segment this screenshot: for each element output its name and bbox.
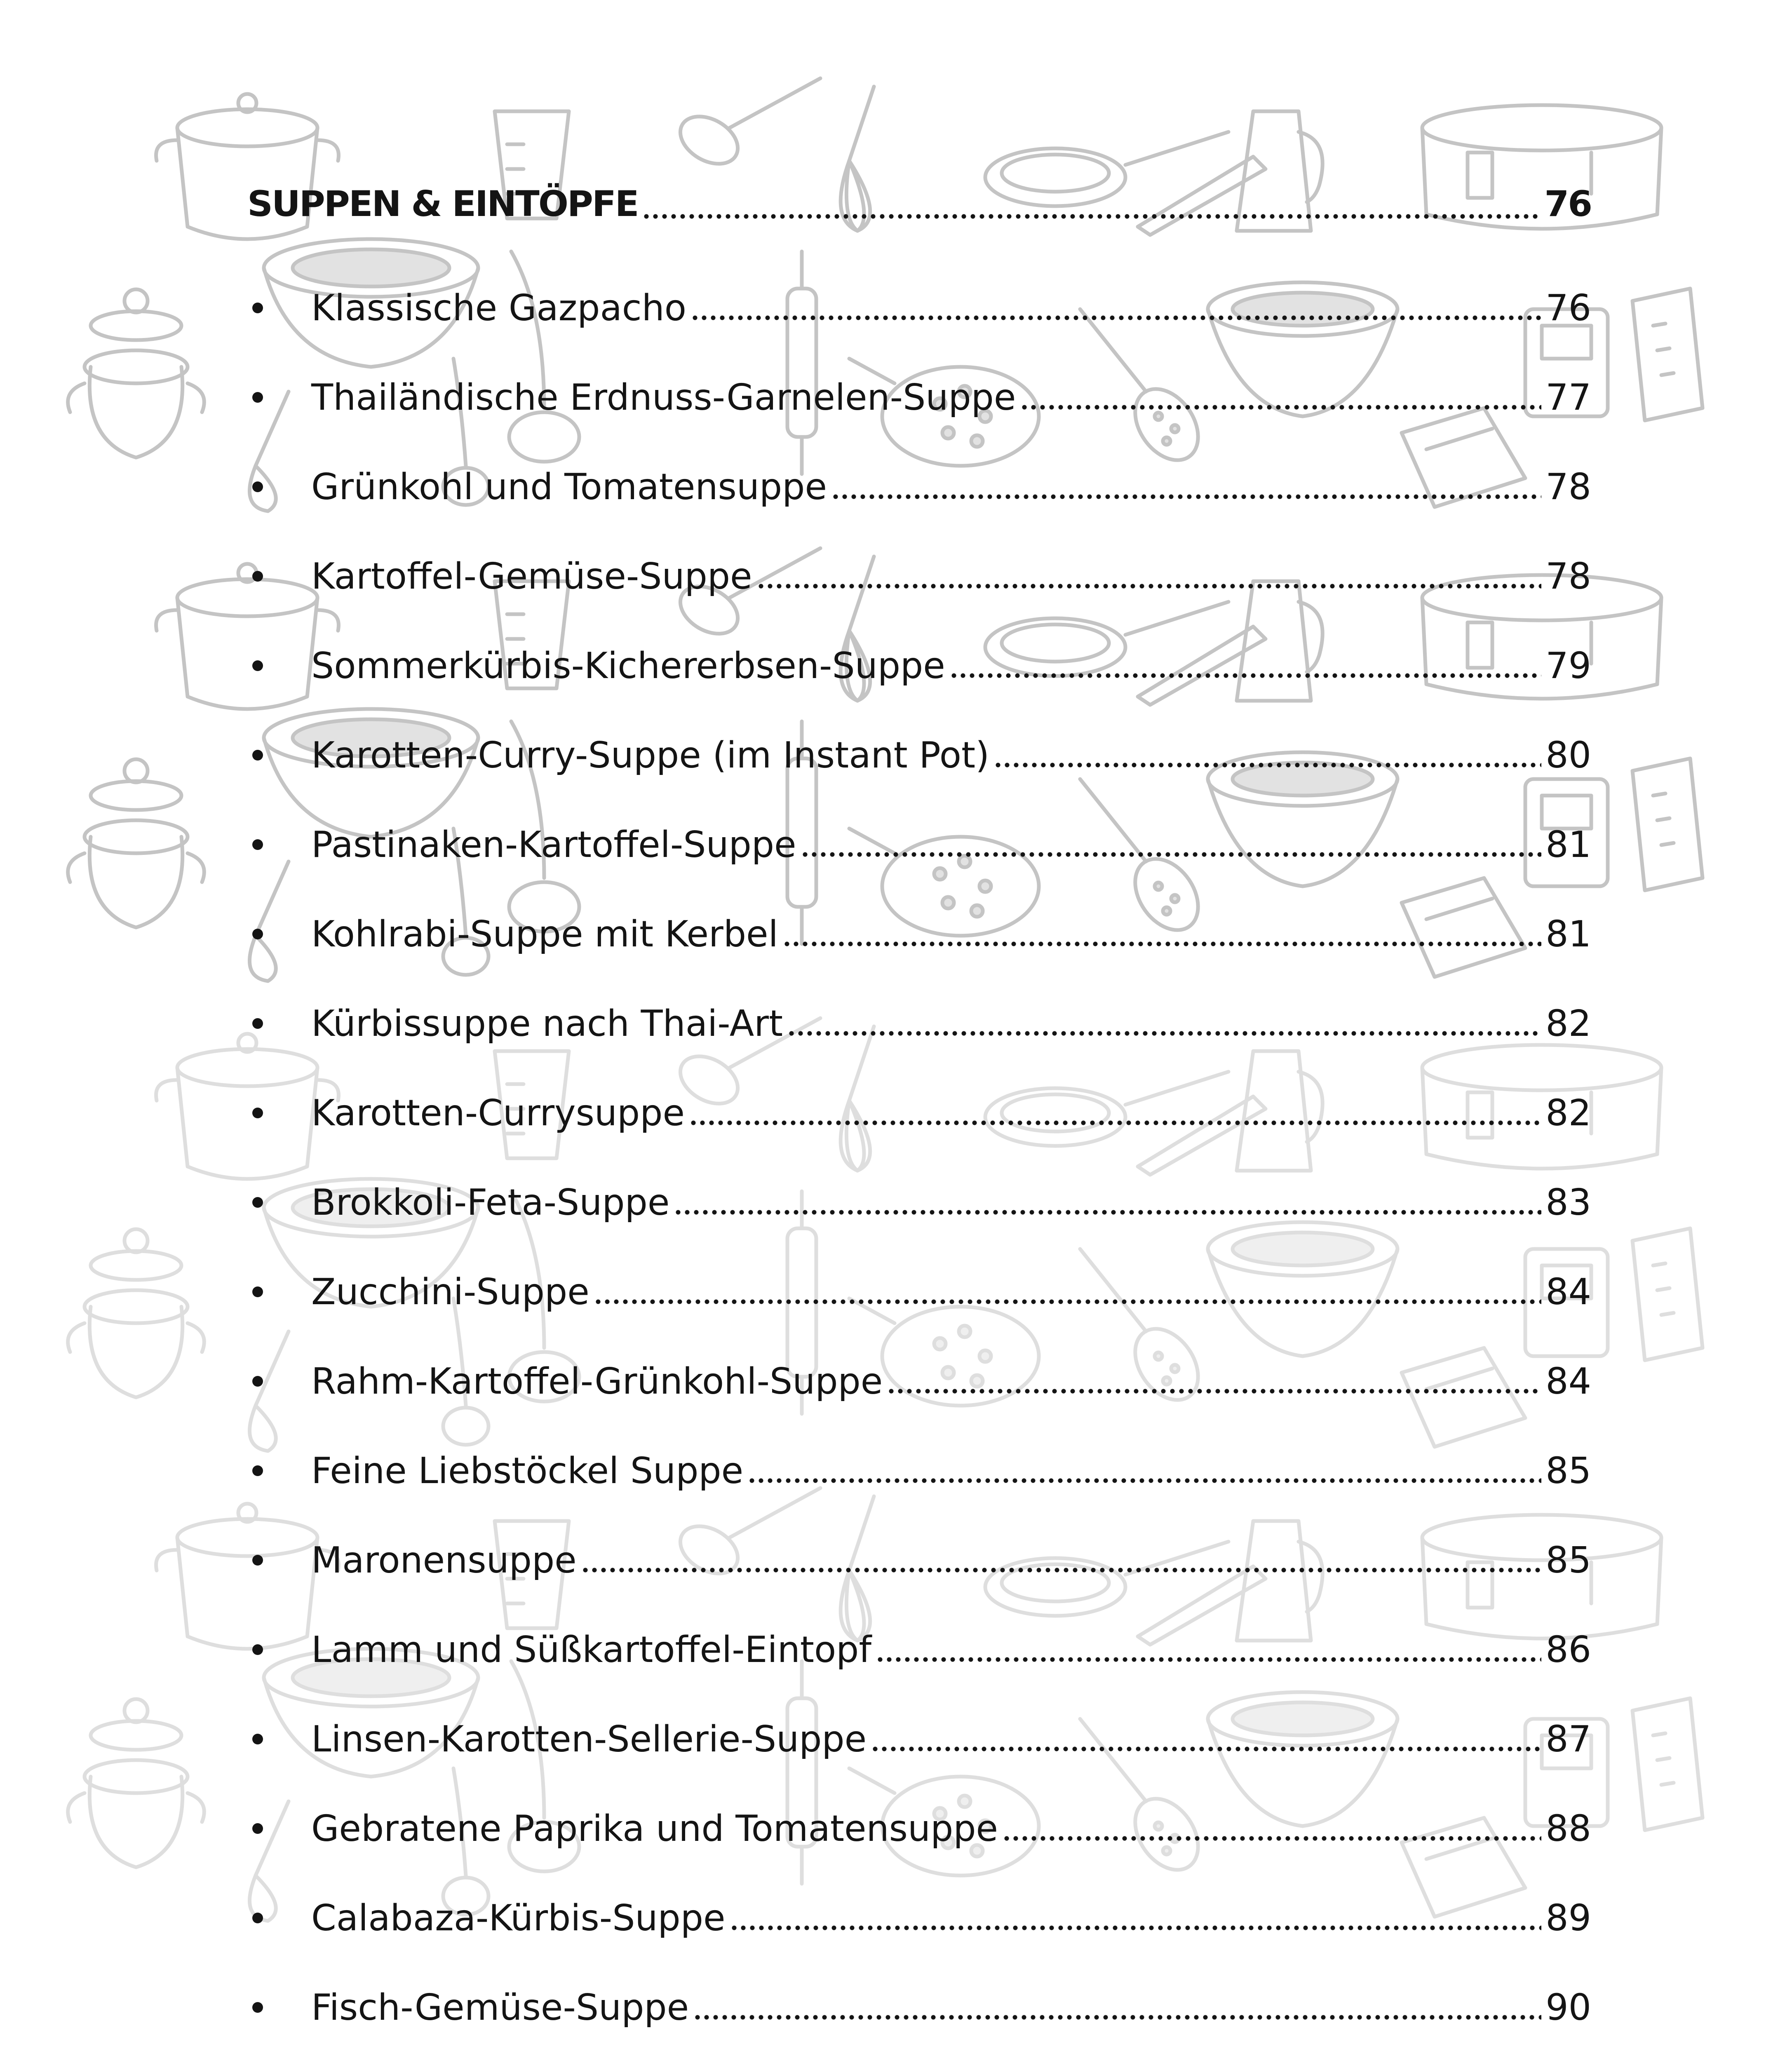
dot-leader bbox=[993, 710, 1541, 800]
entry-title: Kartoffel-Gemüse-Suppe bbox=[311, 555, 752, 597]
dot-leader bbox=[801, 800, 1542, 889]
entry-title: Sommerkürbis-Kichererbsen-Suppe bbox=[311, 644, 945, 687]
bullet-icon bbox=[252, 392, 263, 403]
toc-entry[interactable] bbox=[247, 1068, 1591, 1157]
entry-page-number: 78 bbox=[1545, 555, 1591, 597]
bullet-icon bbox=[252, 481, 263, 492]
bullet-icon bbox=[252, 1018, 263, 1029]
bullet-icon bbox=[252, 1286, 263, 1297]
bullet-icon bbox=[252, 929, 263, 939]
dot-leader bbox=[949, 621, 1541, 710]
toc-entry[interactable] bbox=[247, 979, 1591, 1068]
entry-title: Fisch-Gemüse-Suppe bbox=[311, 1986, 689, 2028]
entry-page-number: 87 bbox=[1545, 1718, 1591, 1760]
entry-page-number: 77 bbox=[1545, 376, 1591, 418]
entry-title: Karotten-Curry-Suppe (im Instant Pot) bbox=[311, 734, 990, 776]
entry-title: Kürbissuppe nach Thai-Art bbox=[311, 1002, 783, 1045]
bullet-icon bbox=[252, 1465, 263, 1476]
bullet-icon bbox=[252, 660, 263, 671]
entry-page-number: 80 bbox=[1545, 734, 1591, 776]
entry-title: Rahm-Kartoffel-Grünkohl-Suppe bbox=[311, 1360, 883, 1402]
toc-entry[interactable] bbox=[247, 1873, 1591, 1962]
entry-title: Brokkoli-Feta-Suppe bbox=[311, 1181, 670, 1223]
toc-entry[interactable] bbox=[247, 1157, 1591, 1247]
toc-entry[interactable] bbox=[247, 1426, 1591, 1515]
entry-page-number: 81 bbox=[1545, 913, 1591, 955]
entry-page-number: 86 bbox=[1545, 1628, 1591, 1671]
dot-leader bbox=[831, 442, 1541, 531]
entry-page-number: 84 bbox=[1545, 1270, 1591, 1313]
dot-leader bbox=[887, 1336, 1541, 1426]
entry-page-number: 84 bbox=[1545, 1360, 1591, 1402]
entry-page-number: 88 bbox=[1545, 1807, 1591, 1850]
entry-title: Maronensuppe bbox=[311, 1539, 577, 1581]
entry-title: Feine Liebstöckel Suppe bbox=[311, 1449, 744, 1492]
entry-title: Linsen-Karotten-Sellerie-Suppe bbox=[311, 1718, 867, 1760]
toc-entry[interactable] bbox=[247, 800, 1591, 889]
bullet-icon bbox=[252, 1734, 263, 1744]
dot-leader bbox=[730, 1873, 1542, 1962]
dot-leader bbox=[594, 1247, 1542, 1336]
dot-leader bbox=[642, 173, 1540, 235]
dot-leader bbox=[756, 531, 1542, 621]
entry-title: Grünkohl und Tomatensuppe bbox=[311, 465, 827, 508]
toc-entry[interactable] bbox=[247, 1605, 1591, 1694]
bullet-icon bbox=[252, 1197, 263, 1208]
entry-page-number: 83 bbox=[1545, 1181, 1591, 1223]
table-of-contents bbox=[247, 173, 1591, 2061]
dot-leader bbox=[747, 1426, 1541, 1515]
section-page-number: 76 bbox=[1544, 183, 1591, 225]
bullet-icon bbox=[252, 571, 263, 582]
entry-title: Zucchini-Suppe bbox=[311, 1270, 590, 1313]
entry-title: Gebratene Paprika und Tomatensuppe bbox=[311, 1807, 998, 1850]
entry-title: Karotten-Currysuppe bbox=[311, 1092, 685, 1134]
toc-entry[interactable] bbox=[247, 263, 1591, 352]
bullet-icon bbox=[252, 1913, 263, 1923]
entry-page-number: 89 bbox=[1545, 1897, 1591, 1939]
dot-leader bbox=[1020, 352, 1541, 442]
toc-section-heading[interactable] bbox=[247, 173, 1591, 235]
entry-page-number: 76 bbox=[1545, 286, 1591, 329]
entry-title: Thailändische Erdnuss-Garnelen-Suppe bbox=[311, 376, 1016, 418]
dot-leader bbox=[690, 2052, 1541, 2061]
dot-leader bbox=[689, 1068, 1541, 1157]
entry-page-number: 82 bbox=[1545, 1002, 1591, 1045]
bullet-icon bbox=[252, 1108, 263, 1118]
entry-page-number: 79 bbox=[1545, 644, 1591, 687]
entry-page-number: 90 bbox=[1545, 1986, 1591, 2028]
toc-entry[interactable] bbox=[247, 352, 1591, 442]
dot-leader bbox=[690, 263, 1541, 352]
bullet-icon bbox=[252, 1376, 263, 1387]
entry-page-number: 85 bbox=[1545, 1449, 1591, 1492]
dot-leader bbox=[876, 1605, 1541, 1694]
entry-page-number: 81 bbox=[1545, 823, 1591, 866]
entry-page-number: 85 bbox=[1545, 1539, 1591, 1581]
bullet-icon bbox=[252, 1644, 263, 1655]
bullet-icon bbox=[252, 2002, 263, 2013]
toc-entry[interactable] bbox=[247, 621, 1591, 710]
bullet-icon bbox=[252, 303, 263, 313]
section-title: SUPPEN & EINTÖPFE bbox=[247, 183, 638, 225]
entry-page-number: 78 bbox=[1545, 465, 1591, 508]
dot-leader bbox=[1002, 1784, 1541, 1873]
dot-leader bbox=[871, 1694, 1541, 1784]
bullet-icon bbox=[252, 750, 263, 761]
entry-title: Klassische Gazpacho bbox=[311, 286, 686, 329]
entry-title: Kohlrabi-Suppe mit Kerbel bbox=[311, 913, 778, 955]
entry-title: Pastinaken-Kartoffel-Suppe bbox=[311, 823, 796, 866]
dot-leader bbox=[674, 1157, 1541, 1247]
toc-entry[interactable] bbox=[247, 1515, 1591, 1605]
dot-leader bbox=[782, 889, 1542, 979]
toc-entry[interactable] bbox=[247, 1336, 1591, 1426]
toc-entry-list bbox=[247, 263, 1591, 2061]
toc-entry[interactable] bbox=[247, 1784, 1591, 1873]
bullet-icon bbox=[252, 839, 263, 850]
bullet-icon bbox=[252, 1823, 263, 1834]
toc-entry[interactable] bbox=[247, 889, 1591, 979]
entry-title: Lamm und Süßkartoffel-Eintopf bbox=[311, 1628, 872, 1671]
toc-entry[interactable] bbox=[247, 2052, 1591, 2061]
toc-entry[interactable] bbox=[247, 1962, 1591, 2052]
dot-leader bbox=[693, 1962, 1541, 2052]
dot-leader bbox=[581, 1515, 1542, 1605]
toc-entry[interactable] bbox=[247, 1247, 1591, 1336]
toc-entry[interactable] bbox=[247, 442, 1591, 531]
dot-leader bbox=[787, 979, 1541, 1068]
bullet-icon bbox=[252, 1555, 263, 1566]
toc-entry[interactable] bbox=[247, 710, 1591, 800]
entry-page-number: 82 bbox=[1545, 1092, 1591, 1134]
entry-title: Calabaza-Kürbis-Suppe bbox=[311, 1897, 726, 1939]
toc-entry[interactable] bbox=[247, 531, 1591, 621]
toc-entry[interactable] bbox=[247, 1694, 1591, 1784]
